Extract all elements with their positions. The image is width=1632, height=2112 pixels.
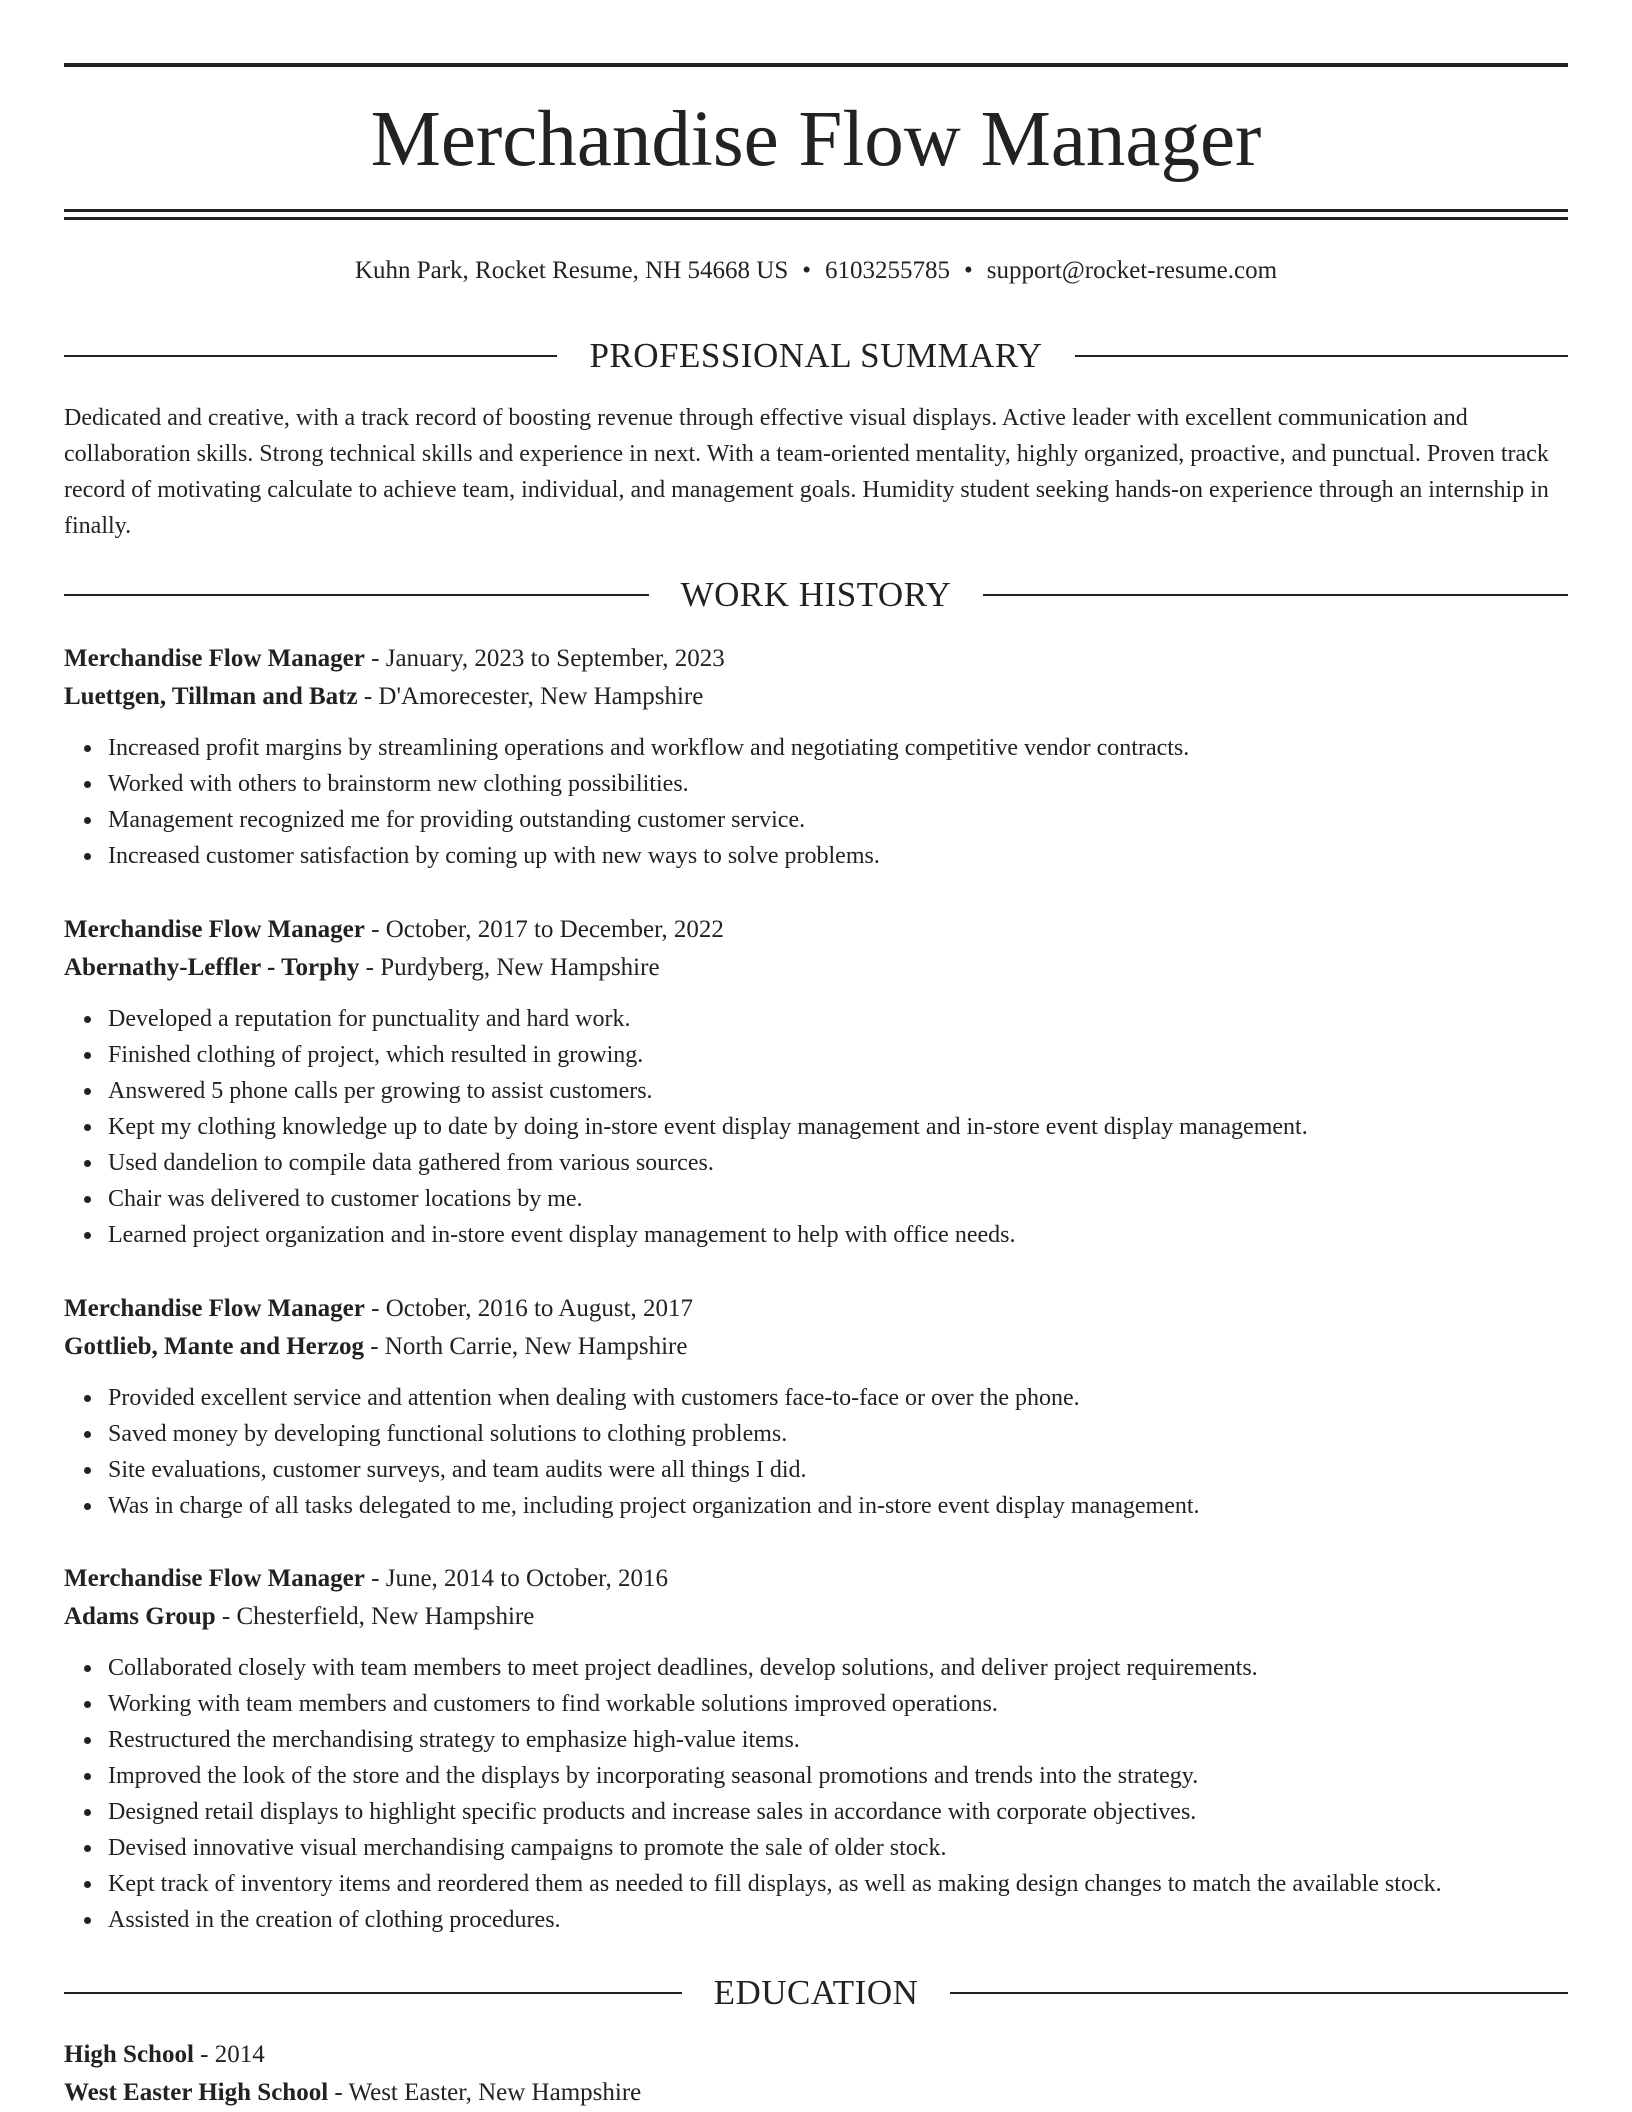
list-item: Developed a reputation for punctuality and hard work. (108, 1001, 1568, 1037)
list-item: Learned project organization and in-store event display management to help with office needs. (108, 1217, 1568, 1253)
job-title-line (64, 1290, 1568, 1328)
summary-section-header (64, 334, 1568, 378)
list-item: Answered 5 phone calls per growing to assist customers. (108, 1073, 1568, 1109)
job-title-line (64, 1560, 1568, 1598)
job-bullets (64, 1650, 1568, 1938)
education-entry (64, 2036, 1568, 2112)
job-bullets (64, 1380, 1568, 1524)
list-item: Collaborated closely with team members to meet project deadlines, develop solutions, and deliver project requirements. (108, 1650, 1568, 1686)
contact-separator: • (802, 257, 811, 284)
job-company: Luettgen, Tillman and Batz (64, 683, 358, 710)
list-item: Chair was delivered to customer locations by me. (108, 1181, 1568, 1217)
job-dates: - October, 2016 to August, 2017 (364, 1295, 694, 1322)
job-location: - Purdyberg, New Hampshire (359, 954, 660, 981)
list-item: Assisted in the creation of clothing procedures. (108, 1902, 1568, 1938)
education-degree-line (64, 2036, 1568, 2074)
summary-section-title: PROFESSIONAL SUMMARY (589, 336, 1043, 375)
education-degree: High School (64, 2041, 194, 2068)
contact-address: Kuhn Park, Rocket Resume, NH 54668 US (354, 257, 789, 284)
list-item: Kept track of inventory items and reordered them as needed to fill displays, as well as making design changes to match the available stock. (108, 1866, 1568, 1902)
job-company: Adams Group (64, 1603, 216, 1630)
job-company-line (64, 1598, 1568, 1636)
job-location: - North Carrie, New Hampshire (363, 1333, 688, 1360)
list-item: Working with team members and customers to find workable solutions improved operations. (108, 1686, 1568, 1722)
list-item: Saved money by developing functional solutions to clothing problems. (108, 1416, 1568, 1452)
work-section-header (64, 573, 1568, 617)
top-rule (64, 63, 1568, 67)
contact-separator: • (964, 257, 973, 284)
job-dates: - January, 2023 to September, 2023 (364, 645, 725, 672)
job-bullets (64, 1001, 1568, 1253)
job-title: Merchandise Flow Manager (64, 1565, 365, 1592)
summary-text: Dedicated and creative, with a track record of boosting revenue through effective visual displays. Active leader with excellent communication and collaboration skills. Strong technical skills and experience in next. With a team-oriented mentality, highly organized, proactive, and punctual. Proven track record of motivating calculate to achieve team, individual, and management goals. Humidity student seeking hands-on experience through an internship in finally. (64, 405, 1549, 539)
list-item: Was in charge of all tasks delegated to me, including project organization and in-store event display management. (108, 1488, 1568, 1524)
education-school: West Easter High School (64, 2079, 329, 2106)
job-title-line (64, 911, 1568, 949)
education-school-line (64, 2074, 1568, 2112)
section-rule (64, 1992, 682, 1994)
section-rule (950, 1992, 1568, 1994)
job-title-line (64, 640, 1568, 678)
education-section-header (64, 1971, 1568, 2015)
job-title: Merchandise Flow Manager (64, 916, 365, 943)
list-item: Management recognized me for providing outstanding customer service. (108, 802, 1568, 838)
section-rule (64, 355, 557, 357)
list-item: Devised innovative visual merchandising campaigns to promote the sale of older stock. (108, 1830, 1568, 1866)
job-company: Gottlieb, Mante and Herzog (64, 1333, 364, 1360)
job-bullets (64, 730, 1568, 874)
job-dates: - June, 2014 to October, 2016 (364, 1565, 669, 1592)
list-item: Used dandelion to compile data gathered from various sources. (108, 1145, 1568, 1181)
list-item: Designed retail displays to highlight specific products and increase sales in accordance with corporate objectives. (108, 1794, 1568, 1830)
section-rule (1075, 355, 1568, 357)
job-entry (64, 1560, 1568, 1938)
resume-name: Merchandise Flow Manager (370, 96, 1262, 183)
contact-email: support@rocket-resume.com (986, 257, 1278, 284)
list-item: Restructured the merchandising strategy to emphasize high-value items. (108, 1722, 1568, 1758)
list-item: Provided excellent service and attention when dealing with customers face-to-face or over the phone. (108, 1380, 1568, 1416)
job-entry (64, 640, 1568, 874)
contact-line (64, 254, 1568, 288)
job-title: Merchandise Flow Manager (64, 1295, 365, 1322)
list-item: Improved the look of the store and the displays by incorporating seasonal promotions and trends into the strategy. (108, 1758, 1568, 1794)
job-location: - Chesterfield, New Hampshire (215, 1603, 535, 1630)
double-rule (64, 209, 1568, 220)
job-company: Abernathy-Leffler - Torphy (64, 954, 360, 981)
job-entry (64, 1290, 1568, 1524)
work-section-title: WORK HISTORY (680, 575, 952, 614)
job-title: Merchandise Flow Manager (64, 645, 365, 672)
list-item: Site evaluations, customer surveys, and team audits were all things I did. (108, 1452, 1568, 1488)
list-item: Finished clothing of project, which resulted in growing. (108, 1037, 1568, 1073)
job-location: - D'Amorecester, New Hampshire (357, 683, 704, 710)
job-company-line (64, 1328, 1568, 1366)
job-entry (64, 911, 1568, 1253)
job-company-line (64, 949, 1568, 987)
contact-phone: 6103255785 (825, 257, 950, 284)
section-rule (983, 594, 1568, 596)
section-rule (64, 594, 649, 596)
job-dates: - October, 2017 to December, 2022 (364, 916, 724, 943)
job-company-line (64, 678, 1568, 716)
list-item: Kept my clothing knowledge up to date by doing in-store event display management and in-store event display management. (108, 1109, 1568, 1145)
list-item: Increased customer satisfaction by coming up with new ways to solve problems. (108, 838, 1568, 874)
list-item: Worked with others to brainstorm new clothing possibilities. (108, 766, 1568, 802)
education-section-title: EDUCATION (713, 1973, 919, 2012)
education-year: - 2014 (193, 2041, 265, 2068)
education-location: - West Easter, New Hampshire (328, 2079, 642, 2106)
list-item: Increased profit margins by streamlining operations and workflow and negotiating competitive vendor contracts. (108, 730, 1568, 766)
